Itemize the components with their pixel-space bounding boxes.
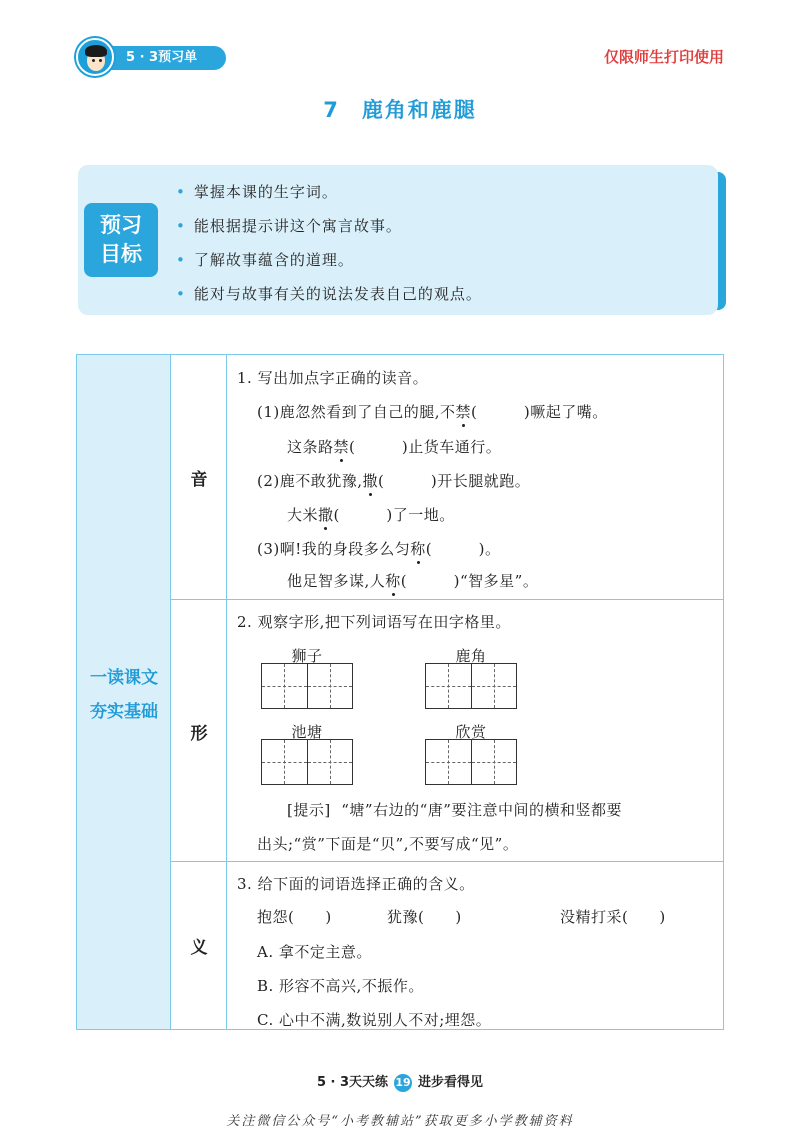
goal-item <box>176 211 482 245</box>
q1-text: (2)鹿不敢犹豫, <box>257 472 363 490</box>
section-side-label <box>77 661 171 729</box>
grid-word: 狮子 <box>291 647 323 665</box>
brand-label: 5 · 3预习单 <box>96 46 226 70</box>
goals-badge <box>84 203 158 277</box>
goals-badge-line1: 预习 <box>100 213 142 237</box>
lesson-title <box>0 94 800 124</box>
goal-item <box>176 279 482 313</box>
q1-dotted-char: 称 <box>410 540 426 558</box>
q1-dotted-char: 撒 <box>362 472 379 490</box>
q1-line <box>287 570 538 591</box>
goal-text: 能根据提示讲这个寓言故事。 <box>193 217 402 235</box>
print-note: 仅限师生打印使用 <box>603 48 724 66</box>
section-side-column <box>77 355 171 1029</box>
q1-blank[interactable]: ( )“智多星”。 <box>400 572 539 590</box>
grid-word: 池塘 <box>291 723 323 741</box>
lesson-number: 7 <box>323 98 340 122</box>
q3-option: C. 心中不满,数说别人不对;埋怨。 <box>257 1011 492 1029</box>
goal-text: 掌握本课的生字词。 <box>193 183 338 201</box>
bullet-icon: • <box>176 217 186 235</box>
q3-word[interactable]: 没精打采( ) <box>560 908 666 926</box>
q1-blank[interactable]: ( )了一地。 <box>333 506 455 524</box>
q1-text: 这条路 <box>287 438 334 456</box>
footer-left: 5 · 3天天练 <box>316 1075 389 1090</box>
q1-dotted-char: 禁 <box>333 438 350 456</box>
exercise-table <box>76 354 724 1030</box>
q1-blank[interactable]: ( )开长腿就跑。 <box>378 472 531 490</box>
q1-line <box>257 470 530 491</box>
category-shape: 形 <box>190 724 208 744</box>
side-label-line1: 一读课文 <box>90 668 158 688</box>
q1-line <box>287 436 501 457</box>
q2-heading: 2. 观察字形,把下列词语写在田字格里。 <box>237 613 511 631</box>
tianzige-grid[interactable] <box>425 663 517 709</box>
grid-word: 欣赏 <box>455 723 487 741</box>
row-divider <box>171 599 723 600</box>
q1-line <box>257 538 501 559</box>
goal-text: 了解故事蕴含的道理。 <box>193 251 354 269</box>
hint-tag: [提示] <box>287 801 331 819</box>
category-meaning: 义 <box>190 938 208 958</box>
q1-blank[interactable]: ( )噘起了嘴。 <box>471 403 608 421</box>
tianzige-grid[interactable] <box>261 663 353 709</box>
hint-text: “塘”右边的“唐”要注意中间的横和竖都要 <box>341 801 622 819</box>
q1-heading: 1. 写出加点字正确的读音。 <box>237 369 429 387</box>
grid-word: 鹿角 <box>455 647 487 665</box>
bullet-icon: • <box>176 285 186 303</box>
tianzige-grid[interactable] <box>261 739 353 785</box>
bullet-icon: • <box>176 183 186 201</box>
q3-option: A. 拿不定主意。 <box>257 943 372 961</box>
q3-heading: 3. 给下面的词语选择正确的含义。 <box>237 875 475 893</box>
goals-badge-line2: 目标 <box>100 242 142 266</box>
q1-dotted-char: 撒 <box>318 506 334 524</box>
tianzige-grid[interactable] <box>425 739 517 785</box>
goal-item <box>176 177 482 211</box>
watermark-text: 关注微信公众号“小考教辅站”获取更多小学教辅资料 <box>226 1114 574 1129</box>
q3-word[interactable]: 犹豫( ) <box>387 908 462 926</box>
goals-list <box>176 177 482 313</box>
lesson-name: 鹿角和鹿腿 <box>361 98 477 122</box>
category-sound: 音 <box>190 470 208 490</box>
q1-blank[interactable]: ( )。 <box>425 540 501 558</box>
q1-dotted-char: 称 <box>385 572 401 590</box>
hint-line: 出头;“赏”下面是“贝”,不要写成“见”。 <box>257 835 519 853</box>
page-footer <box>0 1071 800 1092</box>
q1-text: 他足智多谋,人 <box>287 572 386 590</box>
q3-option: B. 形容不高兴,不振作。 <box>257 977 424 995</box>
preview-goals-box <box>78 165 718 315</box>
q3-word[interactable]: 抱怨( ) <box>257 908 332 926</box>
q1-text: 大米 <box>287 506 319 524</box>
q1-text: (3)啊!我的身段多么匀 <box>257 540 411 558</box>
q1-line <box>257 401 608 422</box>
q1-text: (1)鹿忽然看到了自己的腿,不 <box>257 403 456 421</box>
bullet-icon: • <box>176 251 186 269</box>
q1-blank[interactable]: ( )止货车通行。 <box>349 438 502 456</box>
mascot-icon <box>76 38 114 76</box>
goal-item <box>176 245 482 279</box>
q1-dotted-char: 禁 <box>455 403 472 421</box>
footer-right: 进步看得见 <box>418 1075 484 1090</box>
page-number: 19 <box>394 1074 412 1092</box>
row-divider <box>171 861 723 862</box>
q1-line <box>287 504 455 525</box>
goal-text: 能对与故事有关的说法发表自己的观点。 <box>193 285 482 303</box>
hint-line <box>287 799 622 820</box>
side-label-line2: 夯实基础 <box>90 702 158 722</box>
category-column <box>171 355 227 1029</box>
